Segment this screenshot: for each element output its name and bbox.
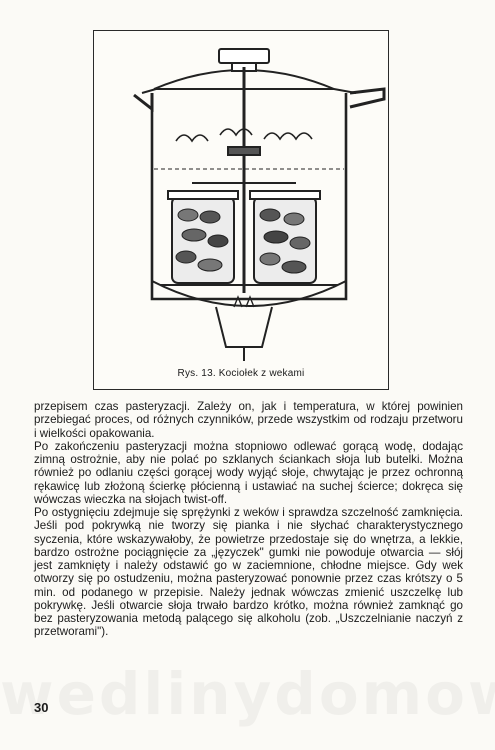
body-text bbox=[34, 400, 463, 639]
canning-pot-illustration bbox=[94, 31, 390, 391]
paragraph-1: przepisem czas pasteryzacji. Zależy on, jak i temperatura, w której powinien przebiegać proces, od różnych czynników, przede wszystkim od rodzaju przetworu i wielkości opakowania. bbox=[34, 400, 463, 440]
paragraph-2: Po zakończeniu pasteryzacji można stopniowo odlewać gorącą wodę, dodając zimną ostrożnie, aby nie polać po szklanych ściankach słoja lub butelki. Można również po odlaniu części gorącej wody wyjąć słoje, chwytając je przez ochronną rękawicę lub złożoną ścierkę płócienną i ustawiać na suchej ścierce; dokręca się wówczas wieczka na słojach twist-off. bbox=[34, 439, 463, 506]
figure-caption: Rys. 13. Kociołek z wekami bbox=[177, 368, 305, 379]
paragraph-3: Po ostygnięciu zdejmuje się sprężynki z weków i sprawdza szczelność zamknięcia. Jeśli pod pokrywką nie tworzy się pianka i nie słychać charakterystycznego syczenia, które wskazywałoby, że powietrze przedostaje się do wnętrza, a lekkie, bardzo ostrożne pociągnięcie za „języczek" gumki nie powoduje otwarcia — słój jest zamknięty i należy odstawić go w zaciemnione, chłodne miejsce. Gdy wek otworzy się po ostudzeniu, można pasteryzować ponownie przez czas krótszy o 5 min. od podanego w przepisie. Należy jednak wówczas zmienić uszczelkę lub pokrywkę. Jeśli otwarcie słoja trwało bardzo krótko, można również zamknąć go bez pasteryzowania metodą palącego się alkoholu (zob. „Uszczelnianie naczyń z przetworami"). bbox=[34, 506, 463, 639]
figure-frame bbox=[93, 30, 389, 390]
page-number: 30 bbox=[34, 700, 49, 715]
watermark bbox=[0, 660, 495, 728]
